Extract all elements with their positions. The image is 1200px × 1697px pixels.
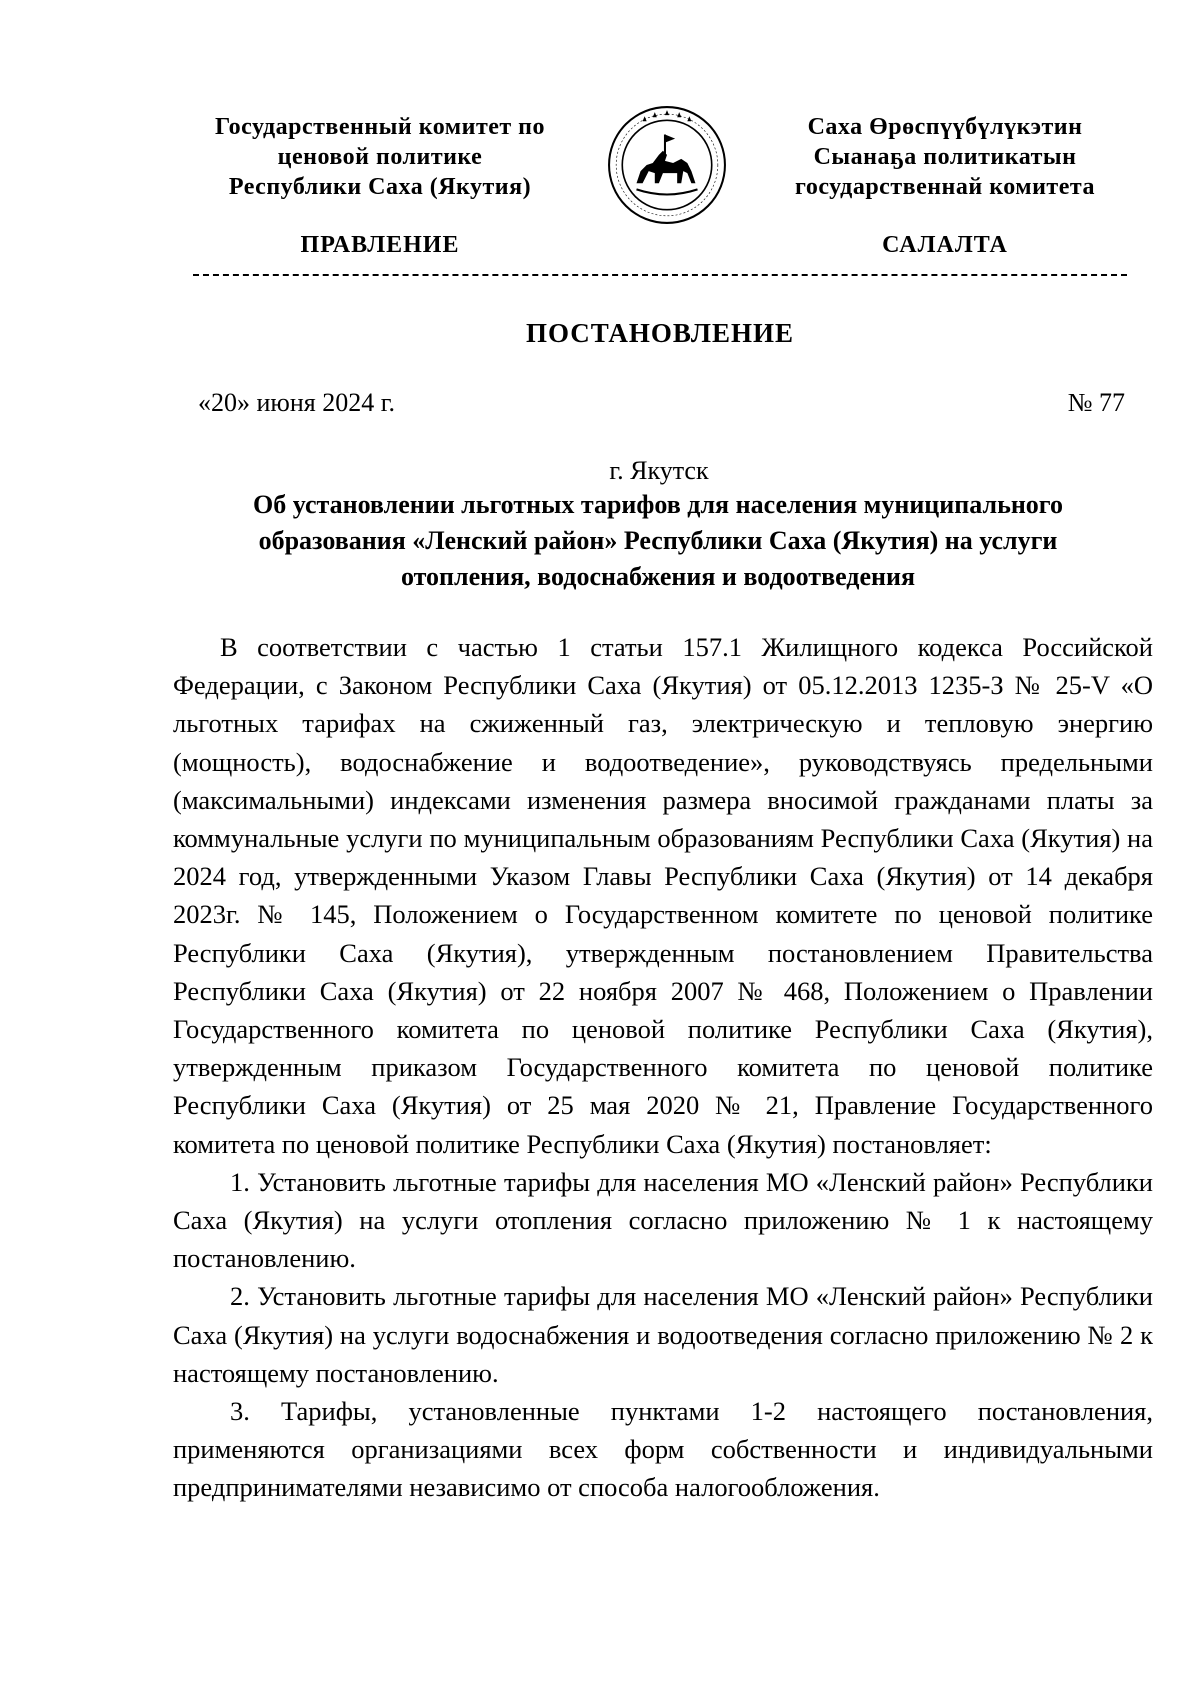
header-left-org-name (190, 112, 570, 202)
document-type: ПОСТАНОВЛЕНИЕ (525, 318, 795, 348)
header-right-line: Саха Өрөспүүбүлүкэтин (807, 114, 1083, 140)
resolution-item: 3. Тарифы, установленные пунктами 1-2 настоящего постановления, применяются организациями всех форм собственности и индивидуальными предпринимателями независимо от способа налогообложения. (173, 1396, 1153, 1503)
document-date: «20» июня 2024 г. (198, 388, 395, 417)
header-right-line: Сыанаҕа политикатын (813, 144, 1077, 170)
document-number: № 77 (1067, 388, 1125, 417)
header-divider (193, 274, 1127, 276)
header-left-line: ценовой политике (277, 144, 483, 170)
resolution-item: 1. Установить льготные тарифы для населения МО «Ленский район» Республики Саха (Якутия) на услуги отопления согласно приложению № 1 к настоящему постановлению. (173, 1166, 1153, 1274)
header-right-subtitle: САЛАЛТА (882, 232, 1008, 258)
document-title-line: образования «Ленский район» Республики Саха (Якутия) на услуги (258, 526, 1058, 555)
document-title-line: отопления, водоснабжения и водоотведения (400, 562, 916, 591)
header-left-line: Государственный комитет по (214, 114, 546, 140)
document-title-line: Об установлении льготных тарифов для населения муниципального (253, 490, 1063, 519)
header-right-org-name (760, 112, 1130, 202)
header-left-subtitle: ПРАВЛЕНИЕ (300, 232, 460, 258)
document-title (170, 487, 1146, 595)
resolution-item: 2. Установить льготные тарифы для населения МО «Ленский район» Республики Саха (Якутия) на услуги водоснабжения и водоотведения согласно приложению № 2 к настоящему постановлению. (173, 1281, 1153, 1388)
header-right-line: государственнай комитета (795, 174, 1095, 200)
document-body (173, 628, 1153, 1507)
header-left-line: Республики Саха (Якутия) (228, 174, 532, 200)
document-city: г. Якутск (609, 456, 709, 485)
sakha-republic-emblem-icon (606, 104, 728, 226)
preamble-paragraph: В соответствии с частью 1 статьи 157.1 Жилищного кодекса Российской Федерации, с Законом Республики Саха (Якутия) от 05.12.2013 1235-З № 25-V «О льготных тарифах на сжиженный газ, электрическую и тепловую энергию (мощность), водоснабжение и водоотведение», руководствуясь предельными (максимальными) индексами изменения размера вносимой гражданами платы за коммунальные услуги по муниципальным образованиям Республики Саха (Якутия) на 2024 год, утвержденными Указом Главы Республики Саха (Якутия) от 14 декабря 2023г. № 145, Положением о Государственном комитете по ценовой политике Республики Саха (Якутия), утвержденным постановлением Правительства Республики Саха (Якутия) от 22 ноября 2007 № 468, Положением о Правлении Государственного комитета по ценовой политике Республики Саха (Якутия), утвержденным приказом Государственного комитета по ценовой политике Республики Саха (Якутия) от 25 мая 2020 № 21, Правление Государственного комитета по ценовой политике Республики Саха (Якутия) постановляет: (173, 632, 1153, 1159)
